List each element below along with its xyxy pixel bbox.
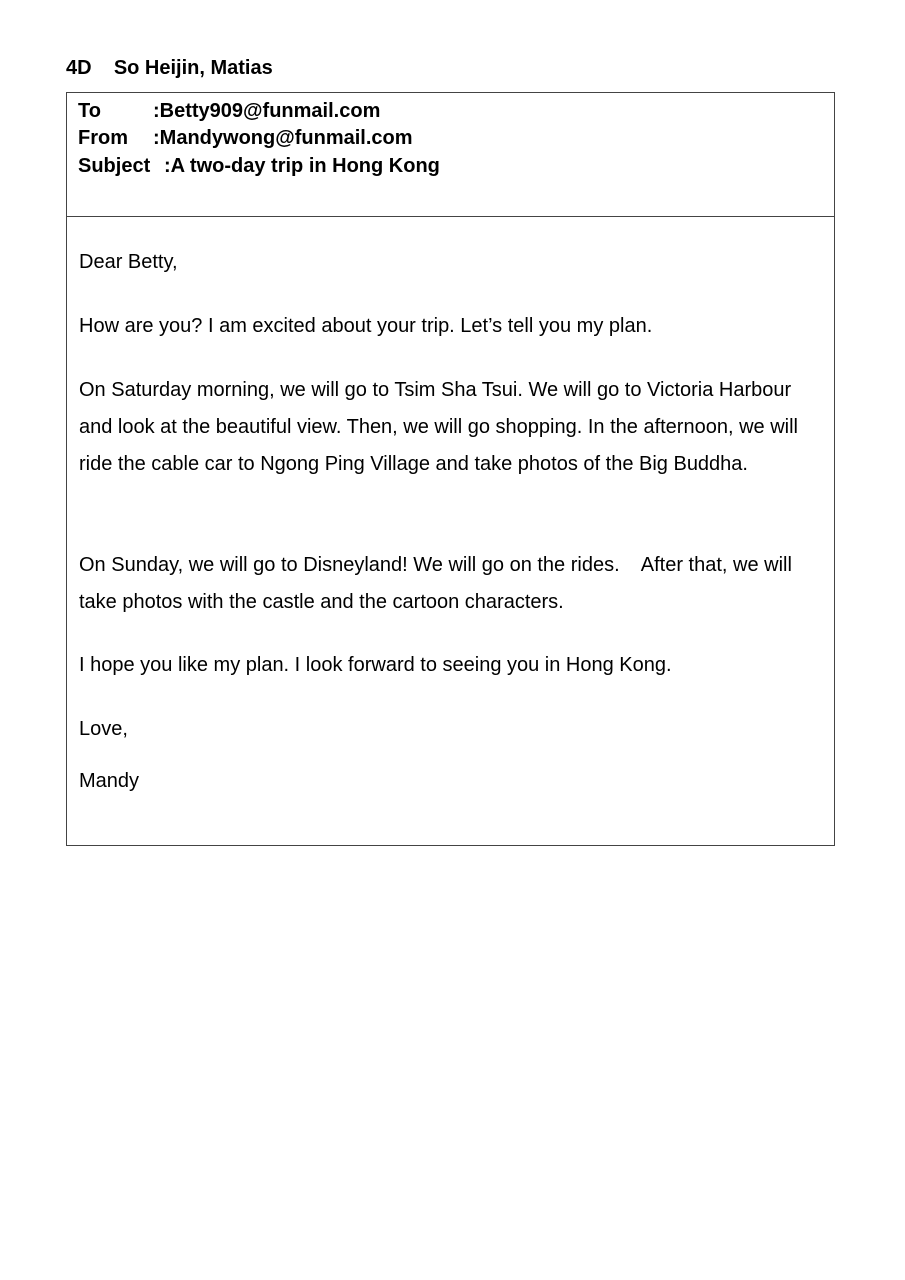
subject-separator: : (164, 155, 171, 177)
student-header (66, 57, 273, 80)
email-header (67, 93, 834, 217)
email-box (66, 92, 835, 846)
class-code: 4D (66, 57, 92, 79)
to-row (78, 100, 380, 123)
subject-value: A two-day trip in Hong Kong (170, 155, 440, 177)
saturday-paragraph: On Saturday morning, we will go to Tsim Sha Tsui. We will go to Victoria Harbour and look at the beautiful view. Then, we will go shopping. In the afternoon, we will ride the cable car to Ngong Ping Village and take photos of the Big Buddha. (79, 379, 804, 475)
closing-paragraph: I hope you like my plan. I look forward to seeing you in Hong Kong. (79, 654, 672, 676)
from-label: From (78, 127, 128, 149)
intro-paragraph: How are you? I am excited about your trip. Let’s tell you my plan. (79, 315, 653, 337)
to-separator: : (153, 100, 160, 122)
signoff: Love, (79, 718, 128, 740)
from-separator: : (153, 127, 160, 149)
signature: Mandy (79, 770, 140, 792)
to-value: Betty909@funmail.com (159, 100, 381, 122)
from-value: Mandywong@funmail.com (159, 127, 413, 149)
greeting: Dear Betty, (79, 251, 178, 273)
to-label: To (78, 100, 101, 122)
from-row (78, 127, 413, 150)
subject-label: Subject (78, 155, 151, 177)
sunday-paragraph: On Sunday, we will go to Disneyland! We will go on the rides. After that, we will take photos with the castle and the cartoon characters. (79, 554, 798, 613)
subject-row (78, 155, 440, 178)
student-name: So Heijin, Matias (113, 57, 273, 79)
